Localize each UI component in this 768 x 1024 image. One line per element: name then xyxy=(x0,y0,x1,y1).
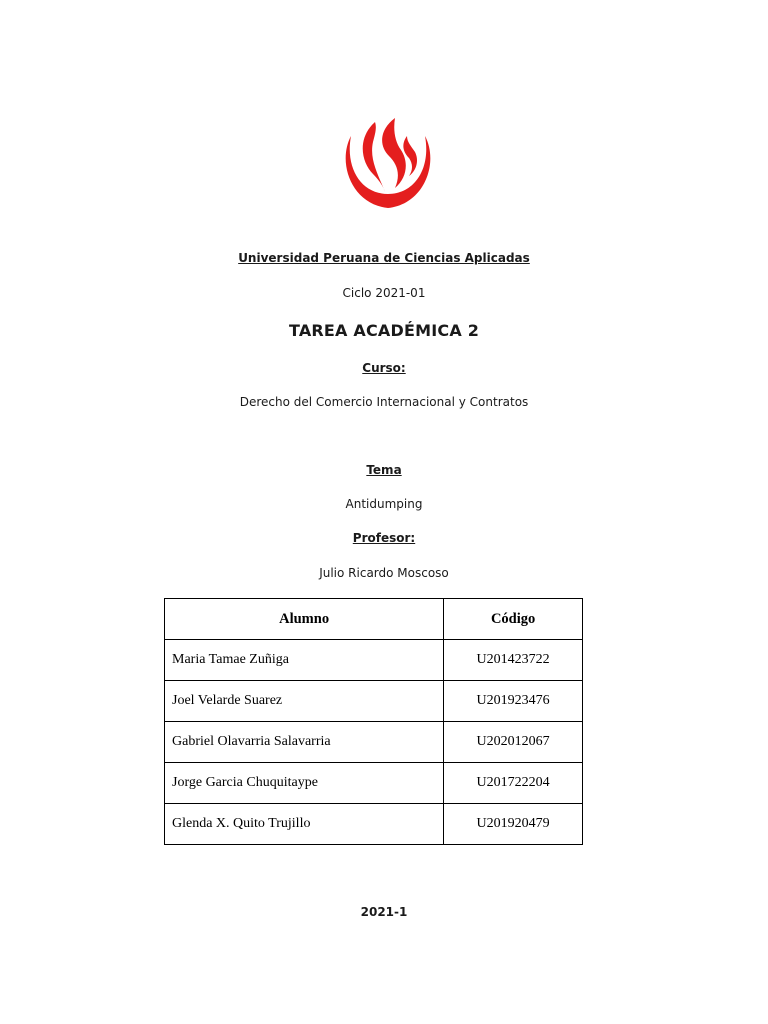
student-name: Gabriel Olavarria Salavarria xyxy=(165,722,444,763)
student-name: Glenda X. Quito Trujillo xyxy=(165,804,444,845)
assignment-title: TAREA ACADÉMICA 2 xyxy=(288,321,480,340)
student-name: Jorge Garcia Chuquitaype xyxy=(165,763,444,804)
student-code: U201423722 xyxy=(444,640,583,681)
university-name: Universidad Peruana de Ciencias Aplicadas xyxy=(238,251,530,265)
professor-name: Julio Ricardo Moscoso xyxy=(319,566,449,580)
table-row xyxy=(165,804,583,845)
student-code: U202012067 xyxy=(444,722,583,763)
table-row xyxy=(165,640,583,681)
student-code: U201920479 xyxy=(444,804,583,845)
header-student: Alumno xyxy=(165,599,444,640)
professor-label: Profesor: xyxy=(352,531,416,545)
table-row xyxy=(165,722,583,763)
university-logo-icon xyxy=(343,116,433,212)
table-header-row xyxy=(165,599,583,640)
student-name: Maria Tamae Zuñiga xyxy=(165,640,444,681)
student-code: U201923476 xyxy=(444,681,583,722)
topic-label: Tema xyxy=(366,463,402,477)
table-row xyxy=(165,681,583,722)
student-name: Joel Velarde Suarez xyxy=(165,681,444,722)
topic-name: Antidumping xyxy=(345,497,423,511)
year-text: 2021-1 xyxy=(360,905,408,919)
course-label: Curso: xyxy=(362,361,406,375)
students-table xyxy=(164,598,583,845)
cycle-text: Ciclo 2021-01 xyxy=(342,286,426,300)
header-code: Código xyxy=(444,599,583,640)
student-code: U201722204 xyxy=(444,763,583,804)
course-name: Derecho del Comercio Internacional y Contratos xyxy=(239,395,529,409)
table-row xyxy=(165,763,583,804)
